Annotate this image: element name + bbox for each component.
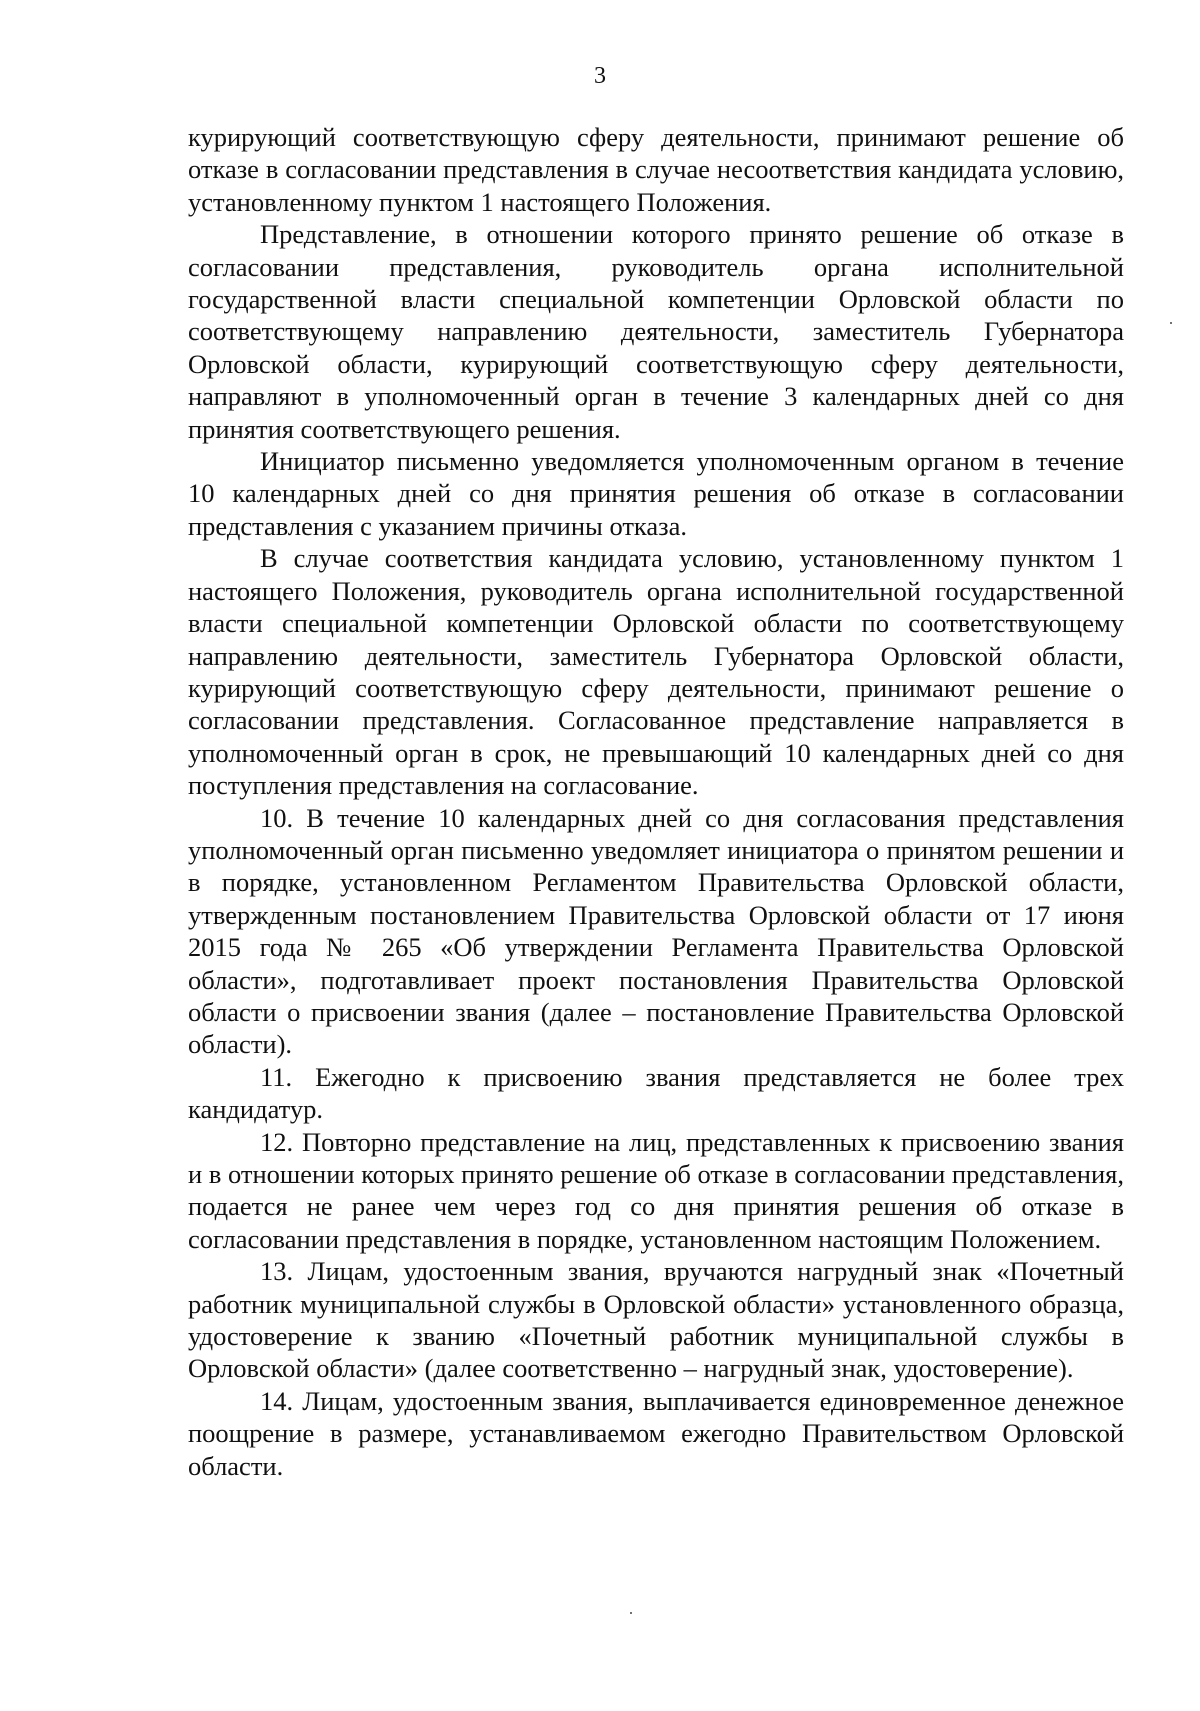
paragraph-item-13: 13. Лицам, удостоенным звания, вручаются нагрудный знак «Почетный работник муниципальной службы в Орловской области» установленного образца, удостоверение к званию «Почетный работник муниципальной службы в Орловской области» (далее соответственно – нагрудный знак, удостоверение). — [188, 1256, 1124, 1384]
paragraph-item-12: 12. Повторно представление на лиц, представленных к присвоению звания и в отношении которых принято решение об отказе в согласовании представления, подается не ранее чем через год со дня принятия решения об отказе в согласовании представления в порядке, установленном настоящим Положением. — [188, 1126, 1124, 1254]
paragraph-approval: В случае соответствия кандидата условию, установленному пунктом 1 настоящего Положения, руководитель органа исполнительной государственной власти специальной компетенции Орловской области по соответствующему направлению деятельности, заместитель Губернатора Орловской области, курирующий соответствующую сферу деятельности, принимают решение о согласовании представления. Согласованное представление направляется в уполномоченный орган в срок, не превышающий 10 календарных дней со дня поступления представления на согласование. — [188, 543, 1124, 801]
scan-speck — [630, 1612, 632, 1614]
document-body — [188, 121, 1124, 1482]
paragraph-refusal-forwarding: Представление, в отношении которого принято решение об отказе в согласовании представления, руководитель органа исполнительной государственной власти специальной компетенции Орловской области по соответствующему направлению деятельности, заместитель Губернатора Орловской области, курирующий соответствующую сферу деятельности, направляют в уполномоченный орган в течение 3 календарных дней со дня принятия соответствующего решения. — [188, 219, 1124, 444]
paragraph-item-10: 10. В течение 10 календарных дней со дня согласования представления уполномоченный орган письменно уведомляет инициатора о принятом решении и в порядке, установленном Регламентом Правительства Орловской области, утвержденным постановлением Правительства Орловской области от 17 июня 2015 года № 265 «Об утверждении Регламента Правительства Орловской области», подготавливает проект постановления Правительства Орловской области о присвоении звания (далее – постановление Правительства Орловской области). — [188, 802, 1124, 1060]
scan-speck — [1170, 322, 1172, 324]
paragraph-item-14: 14. Лицам, удостоенным звания, выплачивается единовременное денежное поощрение в размере, устанавливаемом ежегодно Правительством Орловской области. — [188, 1385, 1124, 1481]
paragraph-continuation: курирующий соответствующую сферу деятельности, принимают решение об отказе в согласовании представления в случае несоответствия кандидата условию, установленному пунктом 1 настоящего Положения. — [188, 122, 1124, 217]
paragraph-initiator-notice: Инициатор письменно уведомляется уполномоченным органом в течение 10 календарных дней со дня принятия решения об отказе в согласовании представления с указанием причины отказа. — [188, 446, 1124, 541]
page-number: 3 — [594, 63, 606, 89]
paragraph-item-11: 11. Ежегодно к присвоению звания представляется не более трех кандидатур. — [188, 1061, 1124, 1125]
